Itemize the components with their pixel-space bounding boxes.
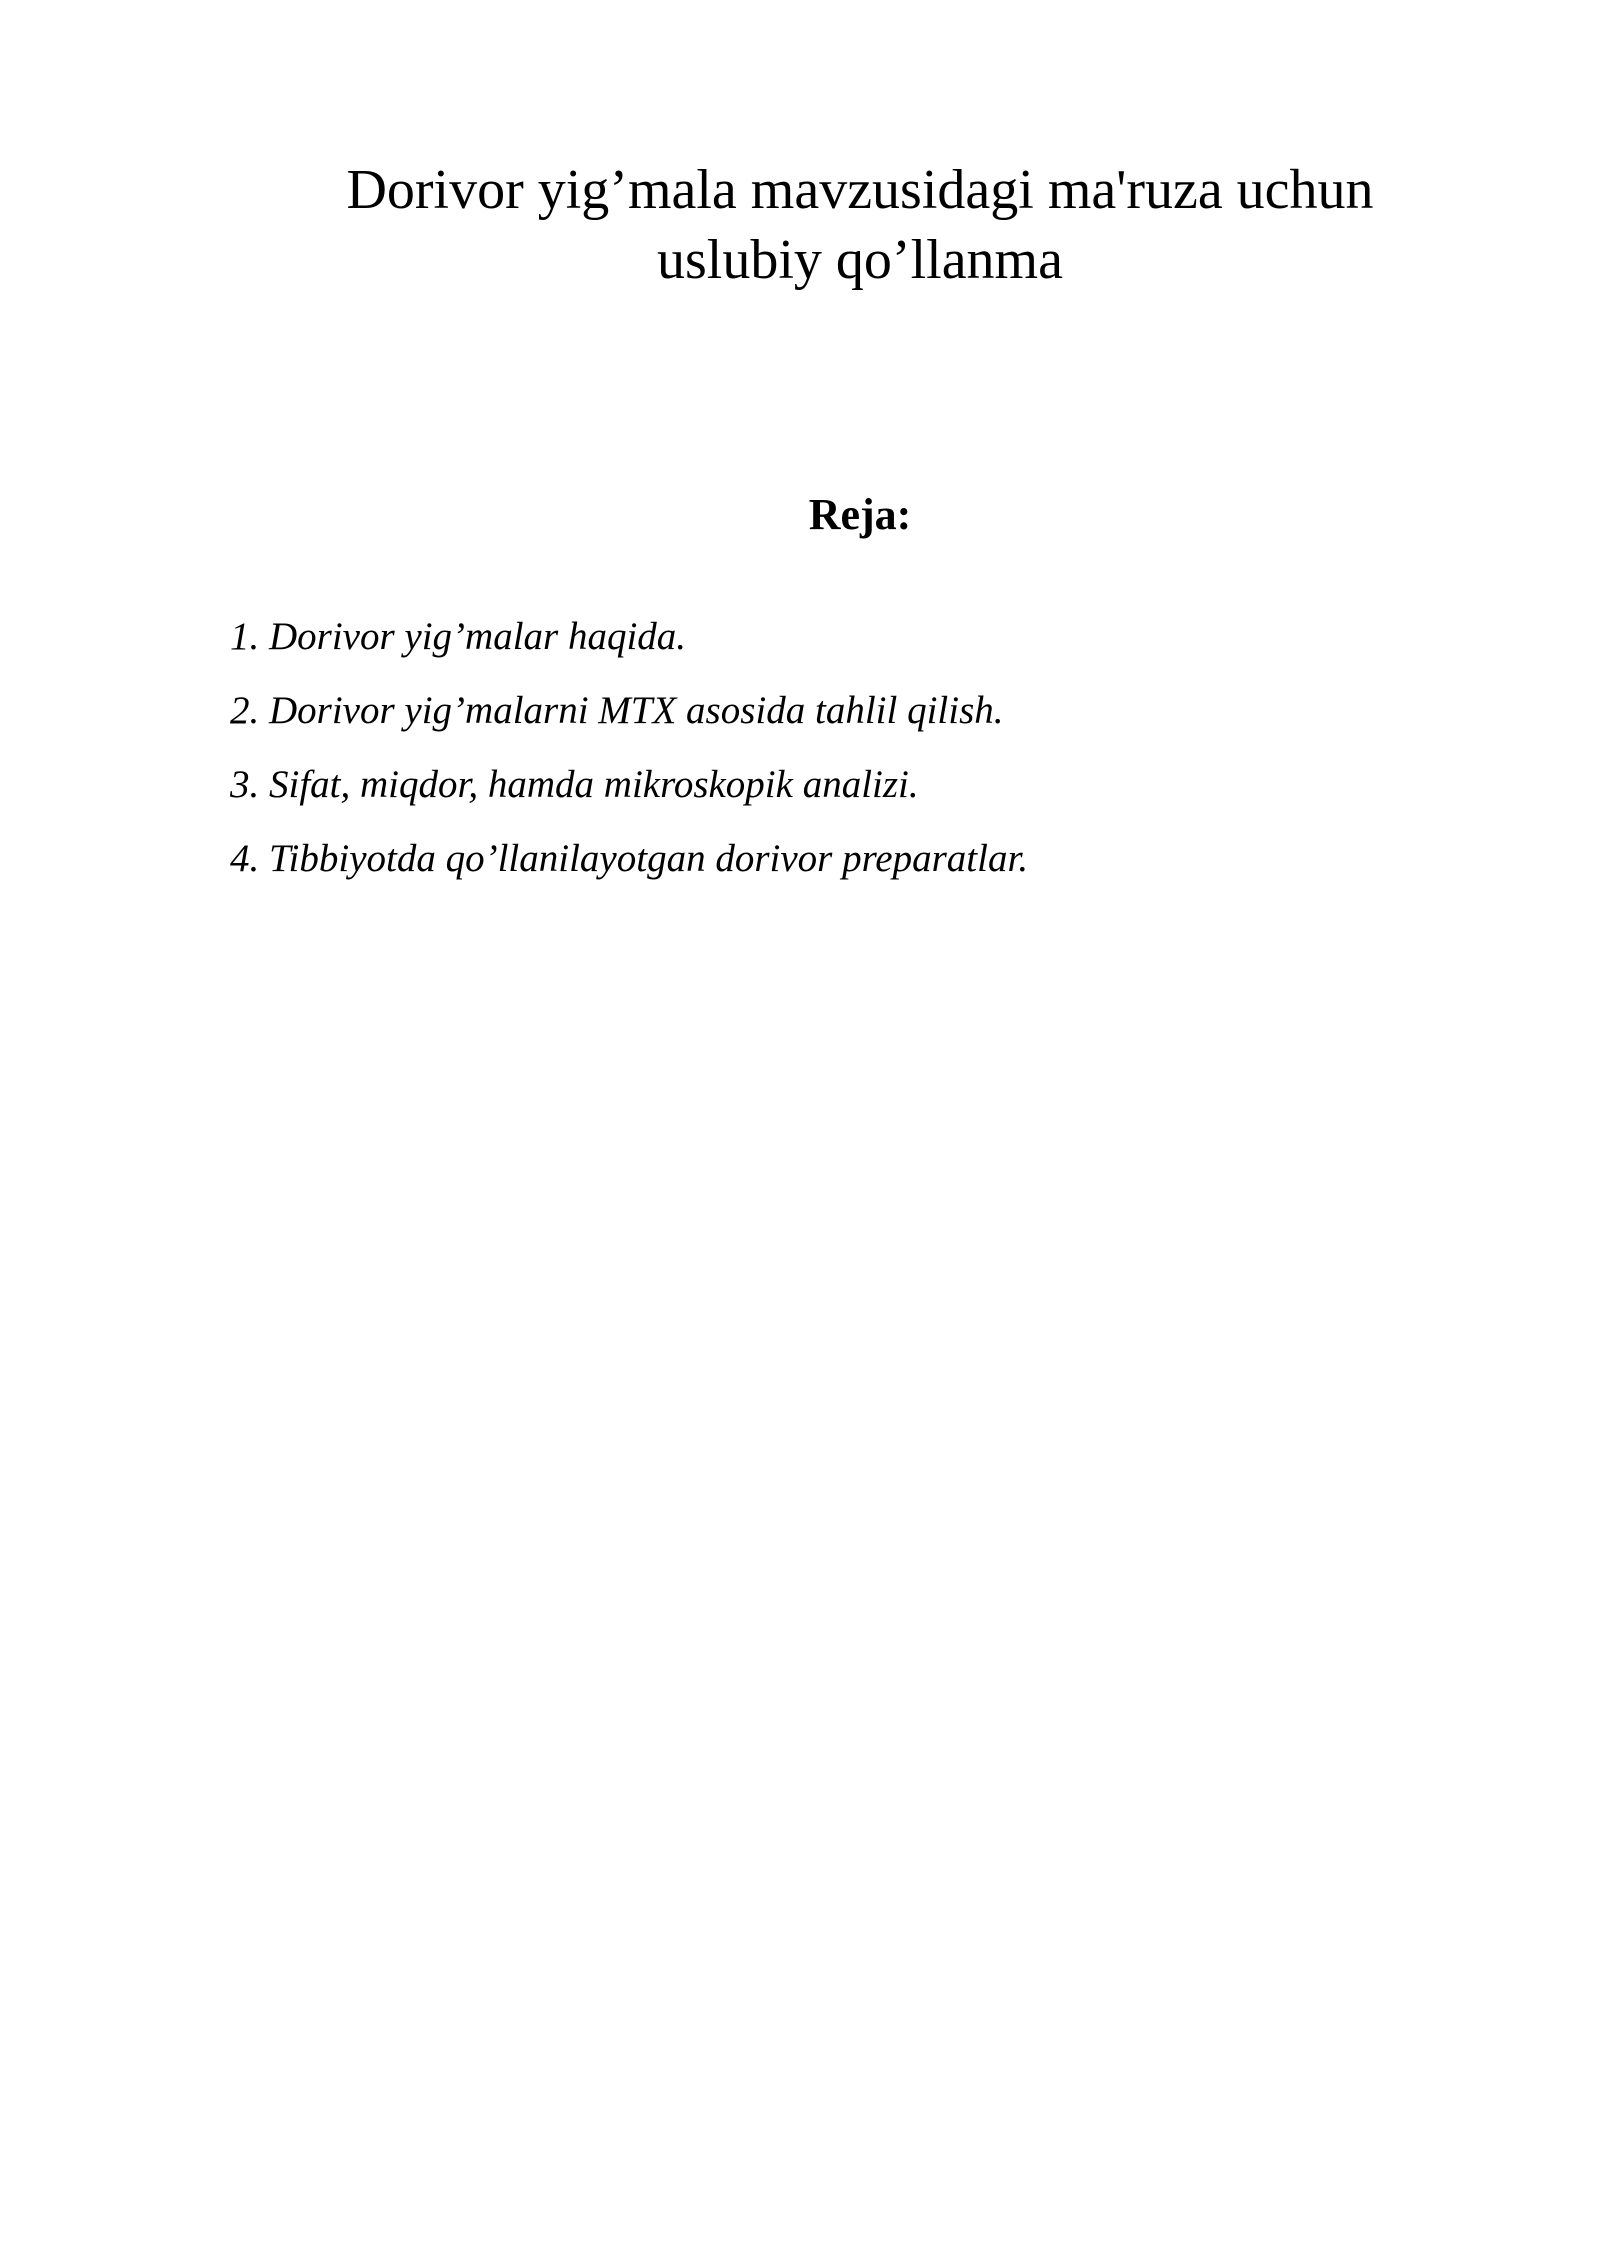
plan-list	[230, 600, 1430, 896]
plan-item: 2. Dorivor yig’malarni MTX asosida tahlil qilish.	[230, 689, 1004, 732]
document-title	[260, 155, 1460, 295]
plan-item: 4. Tibbiyotda qo’llanilayotgan dorivor preparatlar.	[230, 837, 1029, 880]
plan-heading: Reja:	[808, 490, 912, 539]
plan-item: 3. Sifat, miqdor, hamda mikroskopik analizi.	[230, 763, 919, 806]
title-line-2: uslubiy qo’llanma	[657, 229, 1063, 291]
title-line-1: Dorivor yig’mala mavzusidagi ma'ruza uchun	[346, 159, 1374, 221]
plan-item: 1. Dorivor yig’malar haqida.	[230, 615, 687, 658]
